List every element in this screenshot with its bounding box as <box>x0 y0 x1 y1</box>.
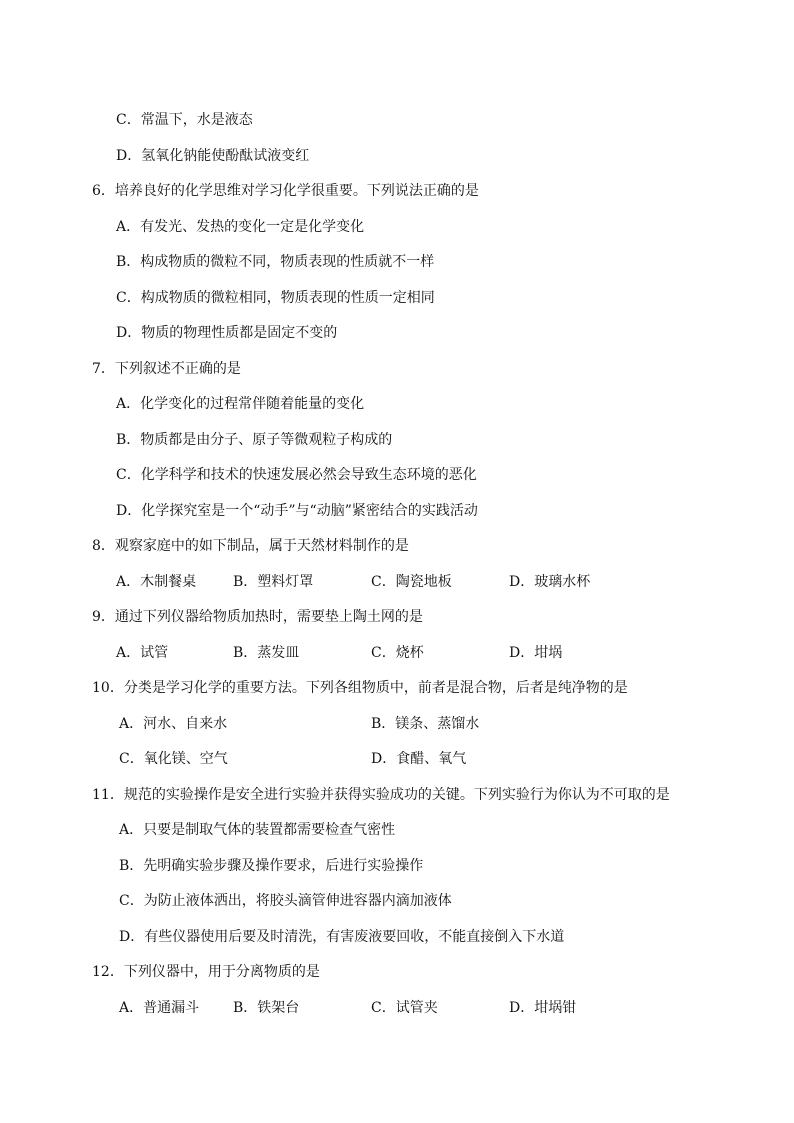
q6-option-c: C．构成物质的微粒相同，物质表现的性质一定相同 <box>116 290 435 306</box>
q12-option-a: A．普通漏斗 <box>119 1000 200 1016</box>
q8-stem: 8．观察家庭中的如下制品，属于天然材料制作的是 <box>92 538 409 554</box>
q8-option-a: A．木制餐桌 <box>116 574 197 590</box>
q7-option-d: D．化学探究室是一个“动手”与“动脑”紧密结合的实践活动 <box>116 503 478 519</box>
q11-option-a: A．只要是制取气体的装置都需要检查气密性 <box>119 822 396 838</box>
q11-option-d: D．有些仪器使用后要及时清洗，有害废液要回收，不能直接倒入下水道 <box>119 929 565 945</box>
q10-stem: 10．分类是学习化学的重要方法。下列各组物质中，前者是混合物，后者是纯净物的是 <box>92 680 628 696</box>
q7-option-b: B．物质都是由分子、原子等微观粒子构成的 <box>116 432 393 448</box>
prev-option-c: C．常温下，水是液态 <box>116 112 253 128</box>
q9-stem: 9．通过下列仪器给物质加热时，需要垫上陶土网的是 <box>92 609 423 625</box>
q9-option-b: B．蒸发皿 <box>233 645 300 661</box>
q8-option-b: B．塑料灯罩 <box>233 574 314 590</box>
q6-option-b: B．构成物质的微粒不同，物质表现的性质就不一样 <box>116 254 435 270</box>
q6-option-d: D．物质的物理性质都是固定不变的 <box>116 325 338 341</box>
q9-option-c: C．烧杯 <box>371 645 424 661</box>
q10-option-d: D．食醋、氧气 <box>371 751 467 767</box>
prev-option-d: D．氢氧化钠能使酚酞试液变红 <box>116 148 310 164</box>
q6-option-a: A．有发光、发热的变化一定是化学变化 <box>116 219 365 235</box>
q10-option-a: A．河水、自来水 <box>119 716 228 732</box>
q7-option-a: A．化学变化的过程常伴随着能量的变化 <box>116 396 365 412</box>
q11-option-b: B．先明确实验步骤及操作要求，后进行实验操作 <box>119 858 424 874</box>
q12-option-c: C．试管夹 <box>371 1000 438 1016</box>
q11-option-c: C．为防止液体洒出，将胶头滴管伸进容器内滴加液体 <box>119 893 452 909</box>
q11-stem: 11．规范的实验操作是安全进行实验并获得实验成功的关键。下列实验行为你认为不可取的是 <box>92 787 670 803</box>
q6-stem: 6．培养良好的化学思维对学习化学很重要。下列说法正确的是 <box>92 183 479 199</box>
q7-option-c: C．化学科学和技术的快速发展必然会导致生态环境的恶化 <box>116 467 477 483</box>
q8-option-c: C．陶瓷地板 <box>371 574 452 590</box>
q7-stem: 7．下列叙述不正确的是 <box>92 361 241 377</box>
q12-stem: 12．下列仪器中，用于分离物质的是 <box>92 964 320 980</box>
q9-option-d: D．坩埚 <box>509 645 563 661</box>
q8-option-d: D．玻璃水杯 <box>509 574 591 590</box>
q9-option-a: A．试管 <box>116 645 169 661</box>
q10-option-b: B．镁条、蒸馏水 <box>371 716 480 732</box>
q12-option-b: B．铁架台 <box>233 1000 300 1016</box>
q10-option-c: C．氧化镁、空气 <box>119 751 228 767</box>
q12-option-d: D．坩埚钳 <box>509 1000 577 1016</box>
